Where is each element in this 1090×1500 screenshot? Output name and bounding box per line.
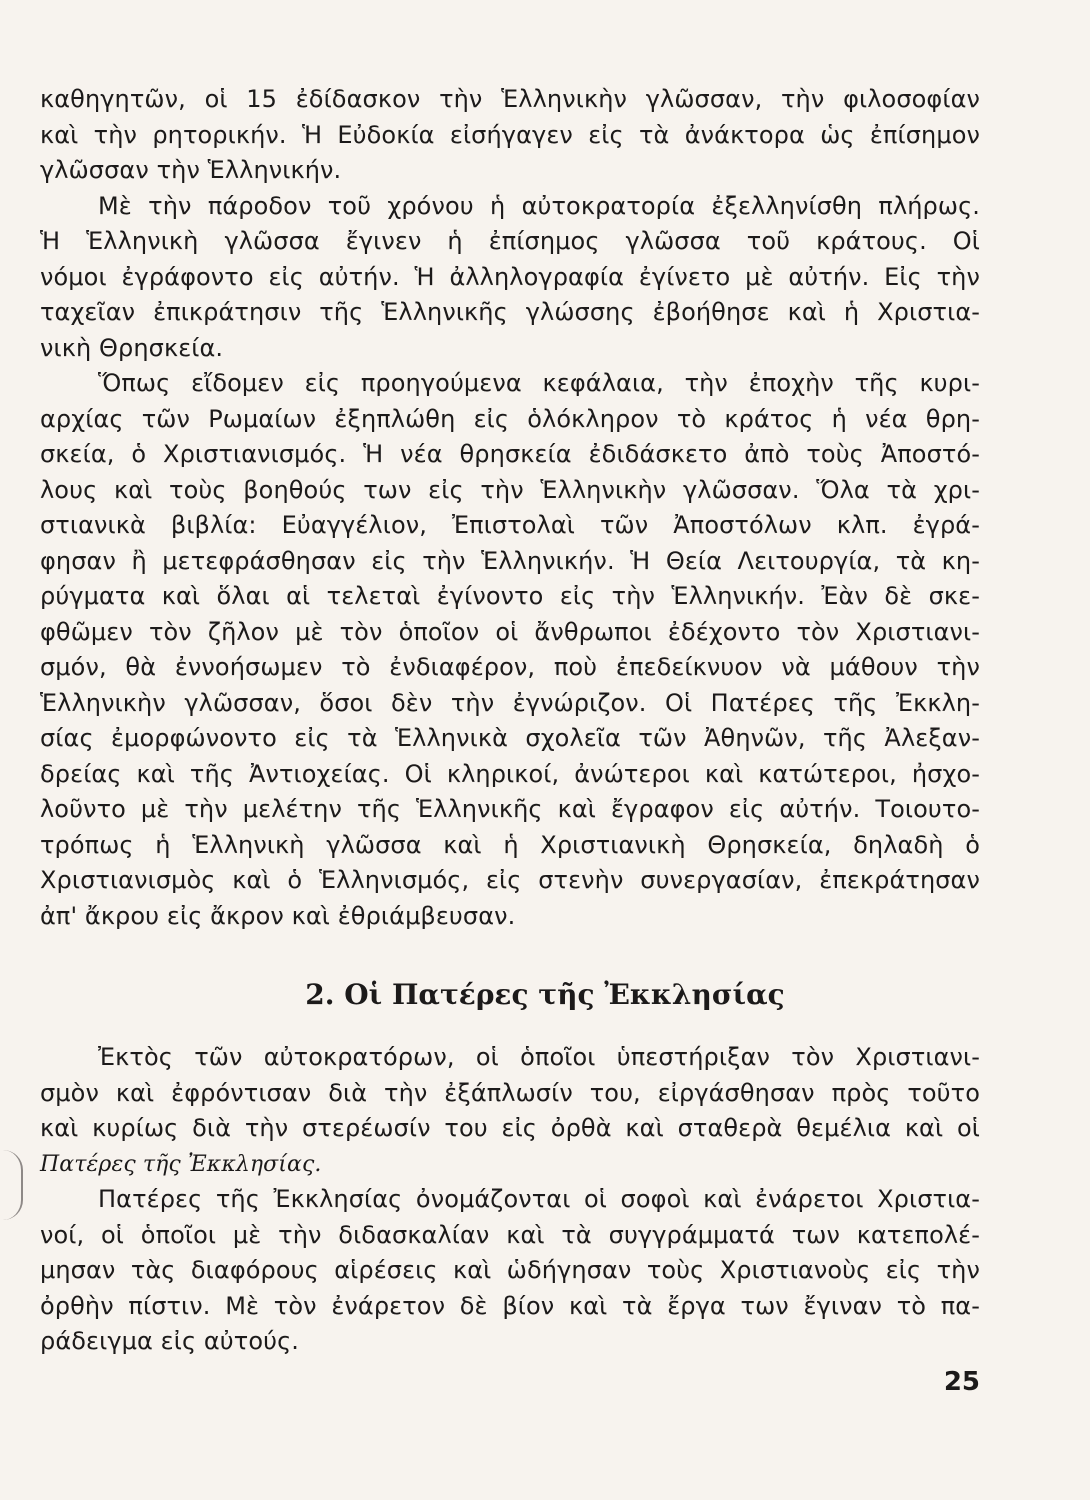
italic-text-line: Πατέρες τῆς Ἐκκλησίας. [40,1151,322,1177]
body-text [40,82,980,934]
page-number: 25 [943,1367,980,1397]
text-line: Μὲ τὴν πάροδον τοῦ χρόνου ἡ αὐτοκρατορία ἐξελληνίσθη πλήρως. [98,191,980,220]
text-line: καὶ τὴν ρητορικήν. Ἡ Εὐδοκία εἰσήγαγεν εἰς τὰ ἀνάκτορα ὡς ἐπίσημον [40,120,980,149]
text-line: Πατέρες τῆς Ἐκκλησίας ὀνομάζονται οἱ σοφοὶ καὶ ἐνάρετοι Χριστια- [98,1185,980,1213]
text-line: μησαν τὰς διαφόρους αἱρέσεις καὶ ὡδήγησαν τοὺς Χριστιανοὺς εἰς τὴν [40,1256,980,1284]
text-line: στιανικὰ βιβλία: Εὐαγγέλιον, Ἐπιστολαὶ τῶν Ἀποστόλων κλπ. ἐγρά- [40,511,980,539]
text-line: ὀρθὴν πίστιν. Μὲ τὸν ἐνάρετον δὲ βίον καὶ τὰ ἔργα των ἔγιναν τὸ πα- [40,1291,980,1320]
text-line: νικὴ Θρησκεία. [40,333,224,362]
text-line: τρόπως ἡ Ἑλληνικὴ γλῶσσα καὶ ἡ Χριστιανικὴ Θρησκεία, δηλαδὴ ὁ [40,830,980,859]
text-line: φθῶμεν τὸν ζῆλον μὲ τὸν ὁποῖον οἱ ἄνθρωποι ἐδέχοντο τὸν Χριστιανι- [40,617,980,646]
text-line: ράδειγμα εἰς αὐτούς. [40,1327,300,1355]
text-line: σμὸν καὶ ἐφρόντισαν διὰ τὴν ἐξάπλωσίν του, εἰργάσθησαν πρὸς τοῦτο [40,1078,980,1107]
text-line: Χριστιανισμὸς καὶ ὁ Ἑλληνισμός, εἰς στενὴν συνεργασίαν, ἐπεκράτησαν [40,866,980,894]
text-line: σμόν, θὰ ἐννοήσωμεν τὸ ἐνδιαφέρον, ποὺ ἐπεδείκνυον νὰ μάθουν τὴν [40,653,980,681]
text-line: γλῶσσαν τὴν Ἑλληνικήν. [40,156,342,184]
text-line: φησαν ἢ μετεφράσθησαν εἰς τὴν Ἑλληνικήν. Ἡ Θεία Λειτουργία, τὰ κη- [40,546,980,575]
text-line: νόμοι ἐγράφοντο εἰς αὐτήν. Ἡ ἀλληλογραφία ἐγίνετο μὲ αὐτήν. Εἰς τὴν [40,262,980,291]
text-line: σκεία, ὁ Χριστιανισμός. Ἡ νέα θρησκεία ἐδιδάσκετο ἀπὸ τοὺς Ἀποστό- [40,440,980,468]
text-line: λοῦντο μὲ τὴν μελέτην τῆς Ἑλληνικῆς καὶ ἔγραφον εἰς αὐτήν. Τοιουτο- [40,795,980,823]
section-text [40,1040,980,1360]
text-line: αρχίας τῶν Ρωμαίων ἐξηπλώθη εἰς ὁλόκληρον τὸ κράτος ἡ νέα θρη- [40,404,980,433]
text-line: λους καὶ τοὺς βοηθούς των εἰς τὴν Ἑλληνικὴν γλῶσσαν. Ὅλα τὰ χρι- [40,475,980,504]
text-line: καὶ κυρίως διὰ τὴν στερέωσίν του εἰς ὀρθὰ καὶ σταθερὰ θεμέλια καὶ οἱ [40,1114,980,1142]
text-line: σίας ἐμορφώνοντο εἰς τὰ Ἑλληνικὰ σχολεῖα τῶν Ἀθηνῶν, τῆς Ἀλεξαν- [40,724,980,752]
text-line: δρείας καὶ τῆς Ἀντιοχείας. Οἱ κληρικοί, ἀνώτεροι καὶ κατώτεροι, ἠσχο- [40,759,980,788]
text-line: Ὅπως εἴδομεν εἰς προηγούμενα κεφάλαια, τὴν ἐποχὴν τῆς κυρι- [98,369,980,397]
text-line: καθηγητῶν, οἱ 15 ἐδίδασκον τὴν Ἑλληνικὴν γλῶσσαν, τὴν φιλοσοφίαν [40,85,980,113]
text-line: Ἐκτὸς τῶν αὐτοκρατόρων, οἱ ὁποῖοι ὑπεστήριξαν τὸν Χριστιανι- [98,1043,980,1071]
text-line: Ἑλληνικὴν γλῶσσαν, ὅσοι δὲν τὴν ἐγνώριζον. Οἱ Πατέρες τῆς Ἐκκλη- [40,688,980,717]
margin-pencil-mark [3,1150,23,1220]
text-line: ρύγματα καὶ ὅλαι αἱ τελεταὶ ἐγίνοντο εἰς τὴν Ἑλληνικήν. Ἐὰν δὲ σκε- [40,582,980,610]
text-line: Ἡ Ἑλληνικὴ γλῶσσα ἔγινεν ἡ ἐπίσημος γλῶσσα τοῦ κράτους. Οἱ [40,227,980,255]
text-line: νοί, οἱ ὁποῖοι μὲ τὴν διδασκαλίαν καὶ τὰ συγγράμματά των κατεπολέ- [40,1220,980,1249]
section-heading: 2. Οἱ Πατέρες τῆς Ἐκκλησίας [305,978,785,1011]
text-line: ἀπ' ἄκρου εἰς ἄκρον καὶ ἐθριάμβευσαν. [40,901,516,930]
text-line: ταχεῖαν ἐπικράτησιν τῆς Ἑλληνικῆς γλώσσης ἐβοήθησε καὶ ἡ Χριστια- [40,298,980,326]
